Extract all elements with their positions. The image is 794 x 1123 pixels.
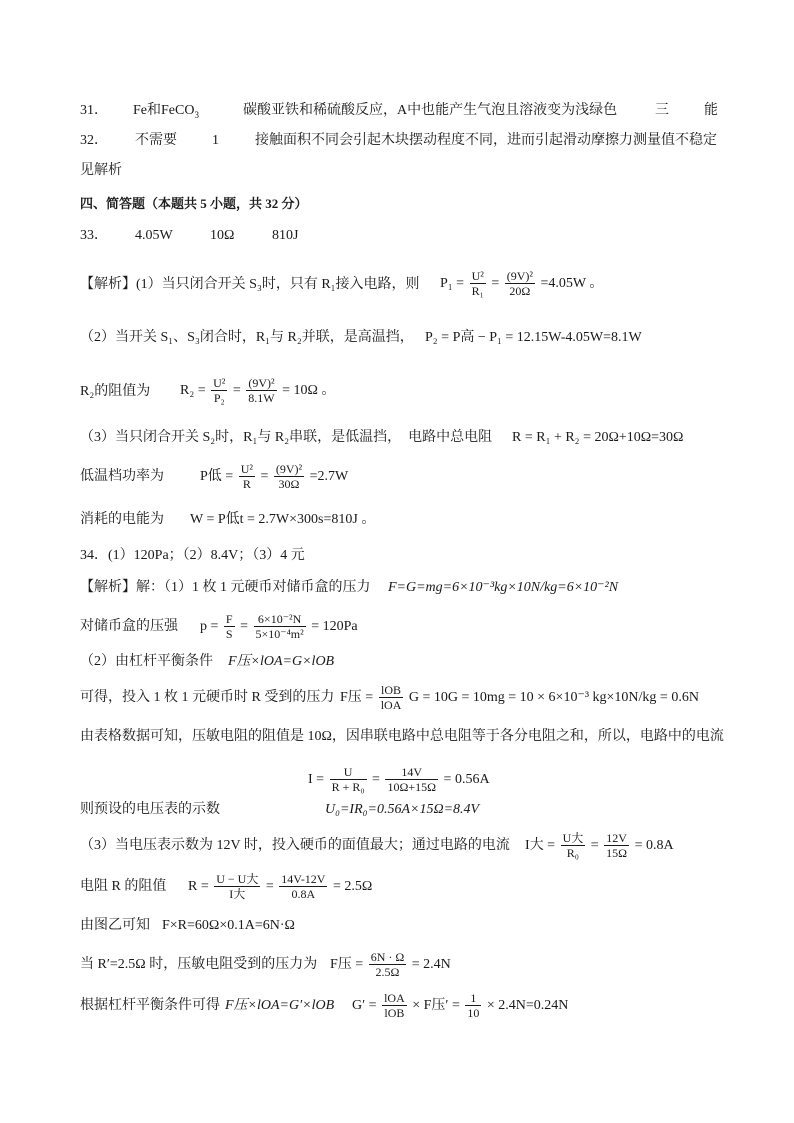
q34-analysis-5: 由表格数据可知，压敏电阻的阻值是 10Ω，因串联电路中总电阻等于各分电阻之和，所以，电路中的电流: [80, 729, 724, 744]
q34-formula-7: U₀=IR₀=0.56A×15Ω=8.4V: [325, 802, 480, 817]
q34-analysis-3: （2）由杠杆平衡条件: [80, 654, 213, 669]
q33-answer-3: 810J: [272, 228, 299, 243]
q32-continuation: 见解析: [80, 163, 122, 178]
q34-analysis-9: 电阻 R 的阻值: [80, 879, 167, 894]
q34-formula-12a: F压×lOA=G′×lOB: [225, 998, 335, 1013]
q34-analysis-10: 由图乙可知: [80, 918, 150, 933]
q31-answer-3: 三: [655, 103, 669, 118]
q31-answer-2: 碳酸亚铁和稀硫酸反应，A中也能产生气泡且溶液变为浅绿色: [243, 103, 618, 118]
q34-formula-4: F压 = lOB lOA G = 10G = 10mg = 10 × 6×10⁻³ kg×10N/kg = 0.6N: [340, 683, 699, 713]
q34-analysis-1: 【解析】解：（1）1 枚 1 元硬币对储币盒的压力: [80, 580, 371, 595]
q33-formula-1: P₁ = $\frac{\text{U²}}{\text{R₁}}$ = $\frac{\text{(9V)²}}{20\Omega}$ =4.05W 。: [440, 269, 604, 299]
q34-formula-3: F压×lOA=G×lOB: [228, 654, 335, 669]
q31-number: 31．: [80, 103, 108, 118]
q34-analysis-11: 当 R′=2.5Ω 时，压敏电阻受到的压力为: [80, 957, 318, 972]
q34-analysis-7: 则预设的电压表的示数: [80, 802, 220, 817]
q31-answer-1: Fe和FeCO$_3$: [133, 103, 199, 120]
q34-formula-8: I大 = U大 R₀ = $\frac{12V}{15\Omega}$ = 0.8A: [525, 831, 674, 861]
q33-analysis-4: （3）当只闭合开关 S₂时，R₁与 R₂串联，是低温挡， 电路中总电阻: [80, 430, 493, 445]
q33-answer-2: 10Ω: [210, 228, 235, 243]
q34-formula-9: R = U − U大 I大 = $\frac{14V-12V}{0.8A}$ = 2.5Ω: [188, 872, 373, 902]
q33-analysis-2: （2）当开关 S₁、S₃闭合时，R₁与 R₂并联，是高温挡，: [80, 330, 414, 345]
q32-answer-3: 接触面积不同会引起木块摆动程度不同，进而引起滑动摩擦力测量值不稳定: [255, 133, 717, 148]
q33-analysis-1: 【解析】(1）当只闭合开关 S₃时，只有 R₁接入电路，则: [80, 277, 420, 292]
q34-analysis-4: 可得，投入 1 枚 1 元硬币时 R 受到的压力: [80, 690, 335, 705]
q34-analysis-12: 根据杠杆平衡条件可得: [80, 998, 220, 1013]
q34-analysis-2: 对储币盒的压强: [80, 619, 178, 634]
q33-formula-4: R = R₁ + R₂ = 20Ω+10Ω=30Ω: [512, 430, 684, 445]
section-4-heading: 四、简答题（本题共 5 小题，共 32 分）: [80, 196, 308, 211]
q32-answer-1: 不需要: [135, 133, 177, 148]
q33-answer-1: 4.05W: [135, 228, 173, 243]
q33-formula-2: P₂ = P高 − P₁ = 12.15W-4.05W=8.1W: [425, 330, 642, 345]
q34-formula-6: I = $\frac{U}{\text{R + R₀}}$ = $\frac{14V}{10\Omega+15\Omega}$ = 0.56A: [308, 765, 490, 795]
q34-formula-12b: G′ = lOA lOB × F压′ = $\frac{1}{10}$ × 2.4N=0.24N: [352, 991, 569, 1021]
q32-number: 32．: [80, 133, 108, 148]
q34-analysis-8: （3）当电压表示数为 12V 时，投入硬币的面值最大；通过电路的电流: [80, 838, 510, 853]
q33-analysis-5: 低温档功率为: [80, 469, 164, 484]
q34-heading: 34．(1）120Pa；（2）8.4V；（3）4 元: [80, 548, 305, 563]
q34-formula-2: p = $\frac{F}{S}$ = $\frac{\text{6×10⁻²N}}{\text{5×10⁻⁴m²}}$ = 120Pa: [200, 612, 358, 642]
q33-formula-3: R₂ = $\frac{\text{U²}}{\text{P₂}}$ = $\frac{\text{(9V)²}}{8.1W}$ = 10Ω 。: [180, 376, 336, 406]
q34-formula-11: F压 = $\frac{6N \cdot \Omega}{2.5\Omega}$ = 2.4N: [330, 950, 451, 980]
q32-answer-2: 1: [212, 133, 219, 148]
q34-formula-1: F=G=mg=6×10⁻³kg×10N/kg=6×10⁻²N: [388, 580, 619, 595]
q34-formula-10: F×R=60Ω×0.1A=6N·Ω: [162, 918, 295, 933]
q33-analysis-3: R₂的阻值为: [80, 384, 151, 399]
q33-formula-5: P低 = $\frac{\text{U²}}{R}$ = $\frac{\text{(9V)²}}{30\Omega}$ =2.7W: [200, 462, 349, 492]
q33-formula-6: W = P低t = 2.7W×300s=810J 。: [190, 512, 376, 527]
q31-answer-4: 能: [704, 103, 718, 118]
q33-analysis-6: 消耗的电能为: [80, 512, 164, 527]
q33-number: 33．: [80, 228, 108, 243]
